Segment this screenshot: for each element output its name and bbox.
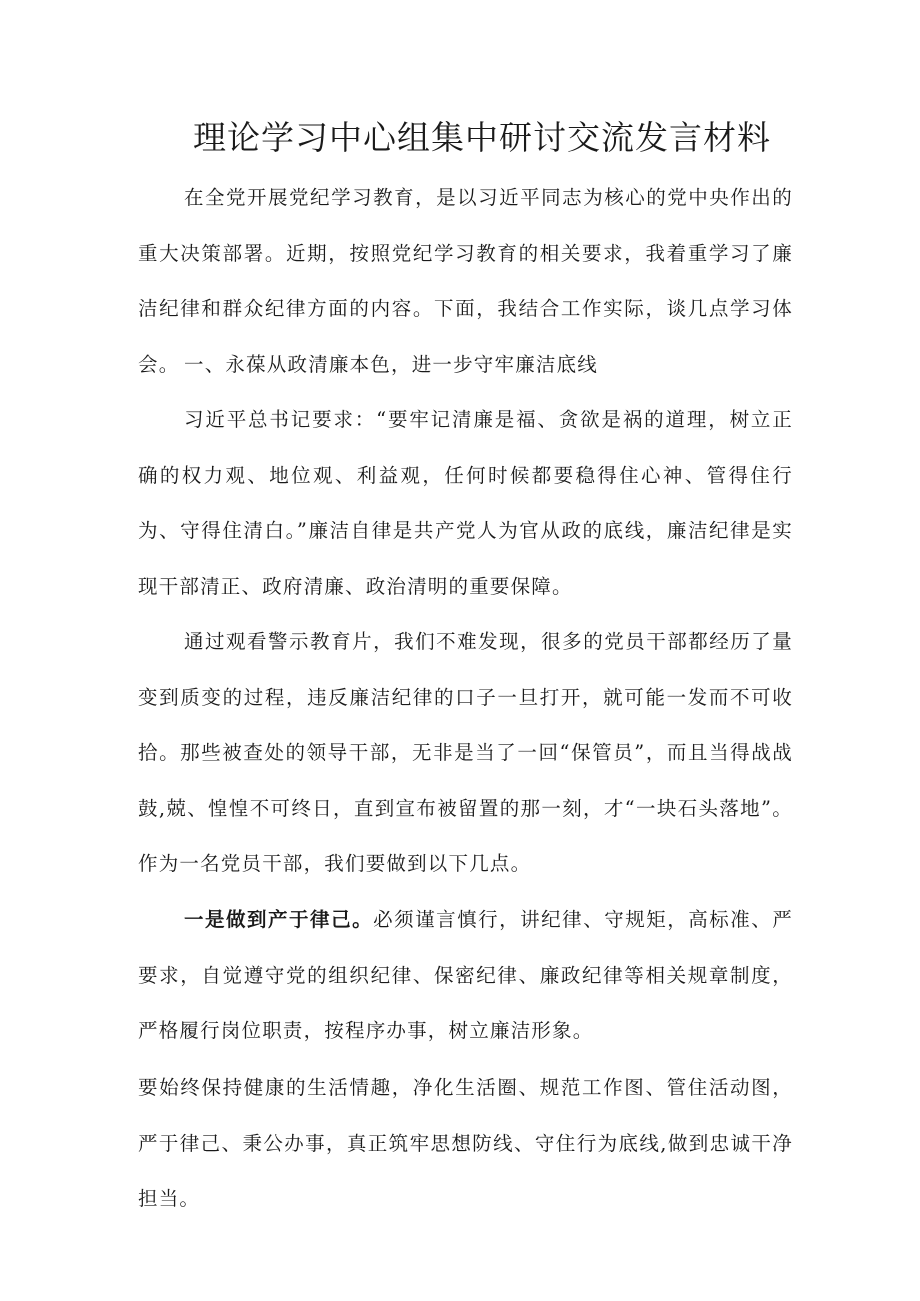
- point-one-body: 必须谨言慎行，讲纪律、守规矩，高标准、严要求，自觉遵守党的组织纪律、保密纪律、廉政纪律等相关规章制度，严格履行岗位职责，按程序办事，树立廉洁形象。: [138, 908, 793, 1042]
- paragraph-intro: 在全党开展党纪学习教育，是以习近平同志为核心的党中央作出的重大决策部署。近期，按照党纪学习教育的相关要求，我着重学习了廉洁纪律和群众纪律方面的内容。下面，我结合工作实际，谈几点学习体会。: [138, 186, 793, 376]
- paragraph-closing: 要始终保持健康的生活情趣，净化生活圈、规范工作图、管住活动图，严于律己、秉公办事，真正筑牢思想防线、守住行为底线,做到忠诚干净担当。: [138, 1076, 793, 1210]
- point-one-lead: 一是做到产于律己。: [184, 908, 374, 931]
- paragraph-warning-education: 通过观看警示教育片，我们不难发现，很多的党员干部都经历了量变到质变的过程，违反廉洁纪律的口子一旦打开，就可能一发而不可收拾。那些被查处的领导干部，无非是当了一回“保管员”，而且当得战战鼓,兢、惶惶不可终日，直到宣布被留置的那一刻，才“一块石头落地”。作为一名党员干部，我们要做到以下几点。: [138, 630, 793, 875]
- document-title: 理论学习中心组集中研讨交流发言材料: [193, 118, 771, 157]
- paragraph-quote: 习近平总书记要求：“要牢记清廉是福、贪欲是祸的道理，树立正确的权力观、地位观、利益观，任何时候都要稳得住心神、管得住行为、守得住清白。”廉洁自律是共产党人为官从政的底线，廉洁纪律是实现干部清正、政府清廉、政治清明的重要保障。: [138, 408, 793, 598]
- paragraph-point-one: [138, 892, 793, 1059]
- section-heading-one: 一、永葆从政清廉本色，进一步守牢廉洁底线: [184, 353, 599, 376]
